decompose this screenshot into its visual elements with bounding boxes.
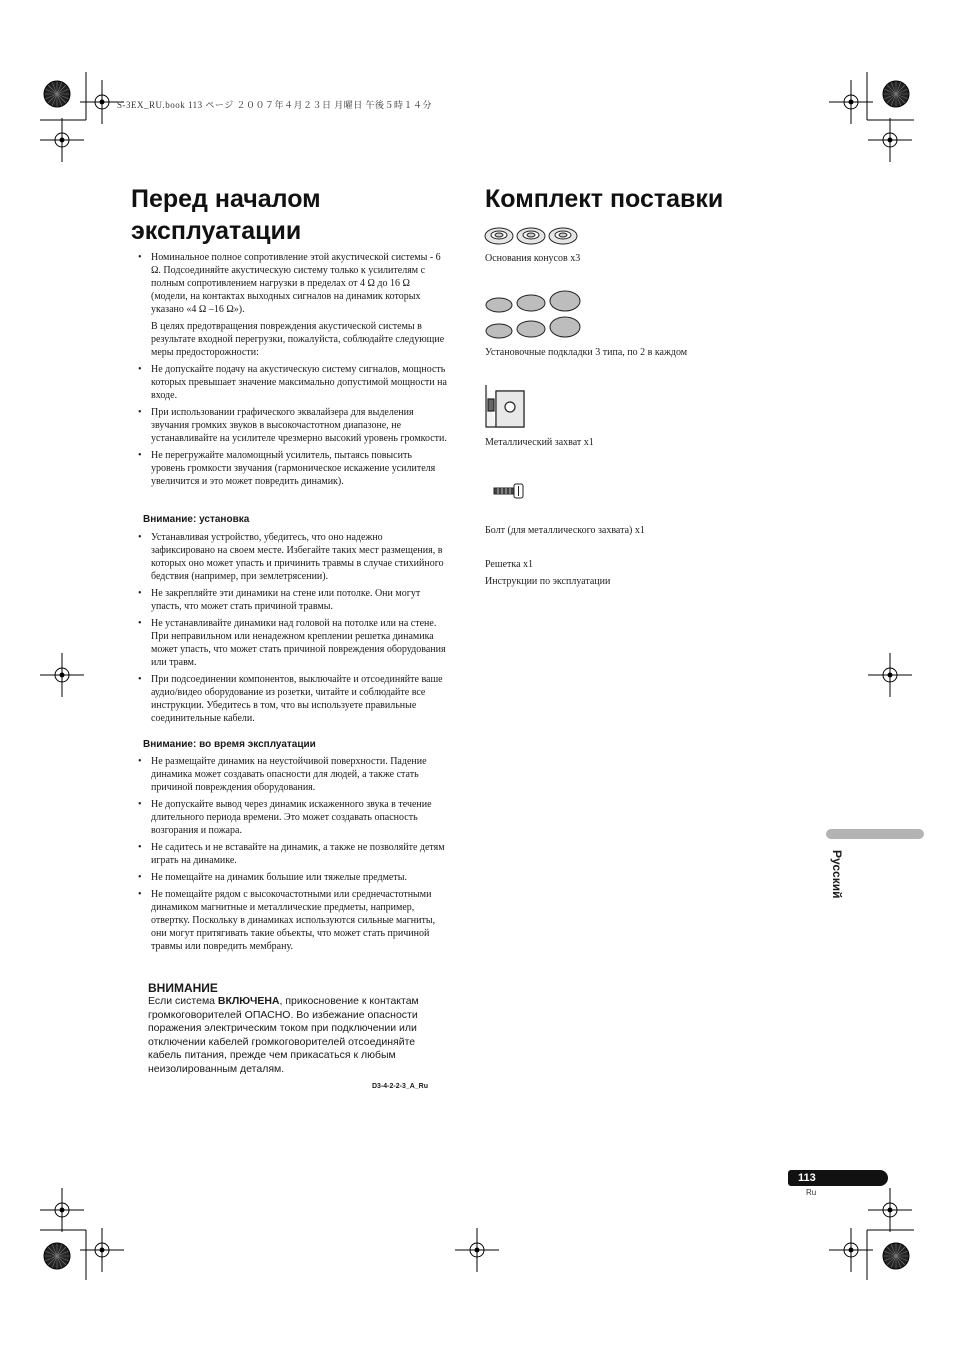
caption-metal-clamp: Металлический захват x1 [485, 437, 594, 448]
list-item: • Не допускайте подачу на акустическую систему сигналов, мощность которых превышает значение максимально допустимой мощности на входе. [138, 363, 448, 402]
intro-list [138, 251, 448, 316]
warning-text-post: , прикосновение к контактам громкоговорителей ОПАСНО. Во избежание опасности поражения электрическим током при подключении или отключении кабелей громкоговорителей отсоединяйте кабель питания, прежде чем прикасаться к любым неизолированным деталям. [148, 995, 419, 1075]
list-item: • Не перегружайте маломощный усилитель, пытаясь повысить уровень громкости звучания (гармоническое искажение усилителя увеличится и это может повредить динамик). [138, 449, 448, 488]
operation-list [138, 755, 448, 953]
page-number: 113 [788, 1170, 888, 1186]
warning-box [148, 981, 448, 1076]
operation-heading: Внимание: во время эксплуатации [143, 739, 316, 750]
list-item: • Устанавливая устройство, убедитесь, что оно надежно зафиксировано на своем месте. Избегайте таких мест размещения, в которых оно может упасть и причинить травмы в случае стихийного бедствия (например, при землетрясении). [138, 531, 448, 583]
list-item: • Не устанавливайте динамики над головой на потолке или на стене. При неправильном или ненадежном креплении решетка динамика может упасть, что может стать причиной повреждения оборудования или травм. [138, 617, 448, 669]
list-item: • Номинальное полное сопротивление этой акустической системы - 6 Ω. Подсоединяйте акустическую систему только к усилителям с полным сопротивлением нагрузки в пределах от 4 Ω до 16 Ω (модели, на контактах выходных сигналов на динамик которых указано «4 Ω –16 Ω»). [138, 251, 448, 316]
caption-grille: Решетка x1 [485, 559, 534, 570]
warning-text-bold: ВКЛЮЧЕНА [217, 995, 280, 1007]
list-item: • Не садитесь и не вставайте на динамик, а также не позволяйте детям играть на динамике. [138, 841, 448, 867]
list-item: • Не допускайте вывод через динамик искаженного звука в течение длительного периода времени. Это может создавать опасность возгорания и пожара. [138, 798, 448, 837]
intro-section [138, 251, 448, 492]
list-item: • Не помещайте на динамик большие или тяжелые предметы. [138, 871, 448, 884]
section-title-before-use [131, 183, 447, 247]
caption-pads: Установочные подкладки 3 типа, по 2 в каждом [485, 347, 688, 358]
list-item: • Не помещайте рядом с высокочастотными или среднечастотными динамиком магнитные и металлические предметы, например, отвертку. Поскольку в динамиках используются сильные магниты, они могут притягивать такие объекты, что может стать причиной травмы или повредить мембрану. [138, 888, 448, 953]
operation-section [138, 755, 448, 957]
list-item: • При подсоединении компонентов, выключайте и отсоединяйте ваше аудио/видео оборудование из розетки, читайте и соблюдайте все инструкции. Убедитесь в том, что вы используете правильные соединительные кабели. [138, 673, 448, 725]
list-item: • Не размещайте динамик на неустойчивой поверхности. Падение динамика может создавать опасности для людей, а также стать причиной повреждения оборудования. [138, 755, 448, 794]
bolt-icon [492, 481, 526, 501]
left-column [131, 183, 447, 247]
title-line-2: эксплуатации [131, 217, 302, 245]
warning-heading: ВНИМАНИЕ [148, 981, 218, 995]
install-heading: Внимание: установка [143, 514, 250, 525]
install-list [138, 531, 448, 725]
cone-bases-icon [484, 224, 584, 248]
intro-list-2 [138, 363, 448, 488]
list-item: • При использовании графического эквалайзера для выделения звучания громких звуков в высокочастотном диапазоне, не устанавливайте на усилителе чрезмерно высокий уровень громкости. [138, 406, 448, 445]
caption-manual: Инструкции по эксплуатации [485, 576, 611, 587]
file-info-header: S-3EX_RU.book 113 ページ ２００７年４月２３日 月曜日 午後５時１４分 [117, 100, 432, 110]
install-section [138, 531, 448, 729]
metal-clamp-icon [484, 383, 528, 429]
pads-icon [484, 289, 584, 341]
warning-text-pre: Если система [148, 995, 218, 1007]
title-line-1: Перед началом [131, 185, 321, 213]
section-title-package-contents: Комплект поставки [485, 185, 724, 213]
page-language-code: Ru [806, 1188, 817, 1197]
language-tab-bar [826, 829, 924, 839]
caption-bolt: Болт (для металлического захвата) x1 [485, 525, 645, 536]
caption-cone-bases: Основания конусов x3 [485, 253, 581, 264]
warning-body [148, 995, 420, 1076]
list-item: • Не закрепляйте эти динамики на стене или потолке. Они могут упасть, что может стать причиной травмы. [138, 587, 448, 613]
warning-code: D3-4-2-2-3_A_Ru [372, 1083, 429, 1090]
language-label: Русский [830, 850, 844, 899]
intro-paragraph: В целях предотвращения повреждения акустической системы в результате входной перегрузки, пожалуйста, соблюдайте следующие меры предосторожности: [151, 321, 445, 358]
